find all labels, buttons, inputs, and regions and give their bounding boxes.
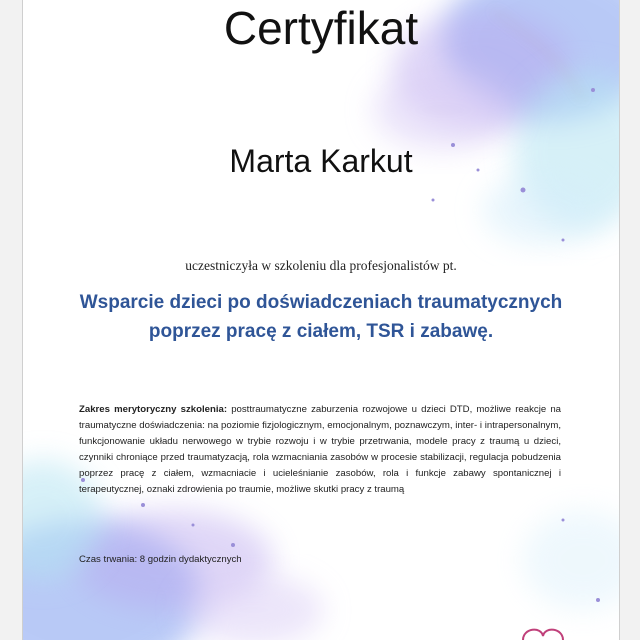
course-title-line-2: poprzez pracę z ciałem, TSR i zabawę.: [148, 321, 494, 342]
watercolor-bottom-right: [523, 510, 619, 610]
course-duration: Czas trwania: 8 godzin dydaktycznych: [79, 554, 242, 565]
course-title: [63, 288, 579, 346]
heart-icon: [523, 630, 563, 640]
participation-text: uczestniczyła w szkoleniu dla profesjonalistów pt.: [185, 258, 457, 273]
recipient-name: Marta Karkut: [229, 143, 413, 179]
course-scope-label: Zakres merytoryczny szkolenia:: [79, 404, 228, 415]
certificate-title: Certyfikat: [223, 2, 419, 54]
course-scope: [79, 402, 561, 498]
course-scope-text: posttraumatyczne zaburzenia rozwojowe u dzieci DTD, możliwe reakcje na traumatyczne doświadczenia: na poziomie fizjologicznym, emocjonalnym, poznawczym, inter- i intrapersonalnym, funkcjonowanie układu nerwowego w trybie rozwoju i w trybie przetrwania, modele pracy z traumą u dzieci, czynniki chroniące przed traumatyzacją, rola wzmacniania zasobów w procesie stabilizacji, regulacja pobudzenia poprzez pracę z ciałem, wzmacniacie i ucieleśnianie zasobów, rola i funkcje zabawy spontanicznej i terapeutycznej, oznaki zdrowienia po traumie, możliwe skutki pracy z traumą: [79, 404, 561, 495]
certificate-page: [22, 0, 620, 640]
course-title-line-1: Wsparcie dzieci po doświadczeniach traumatycznych: [79, 292, 563, 313]
